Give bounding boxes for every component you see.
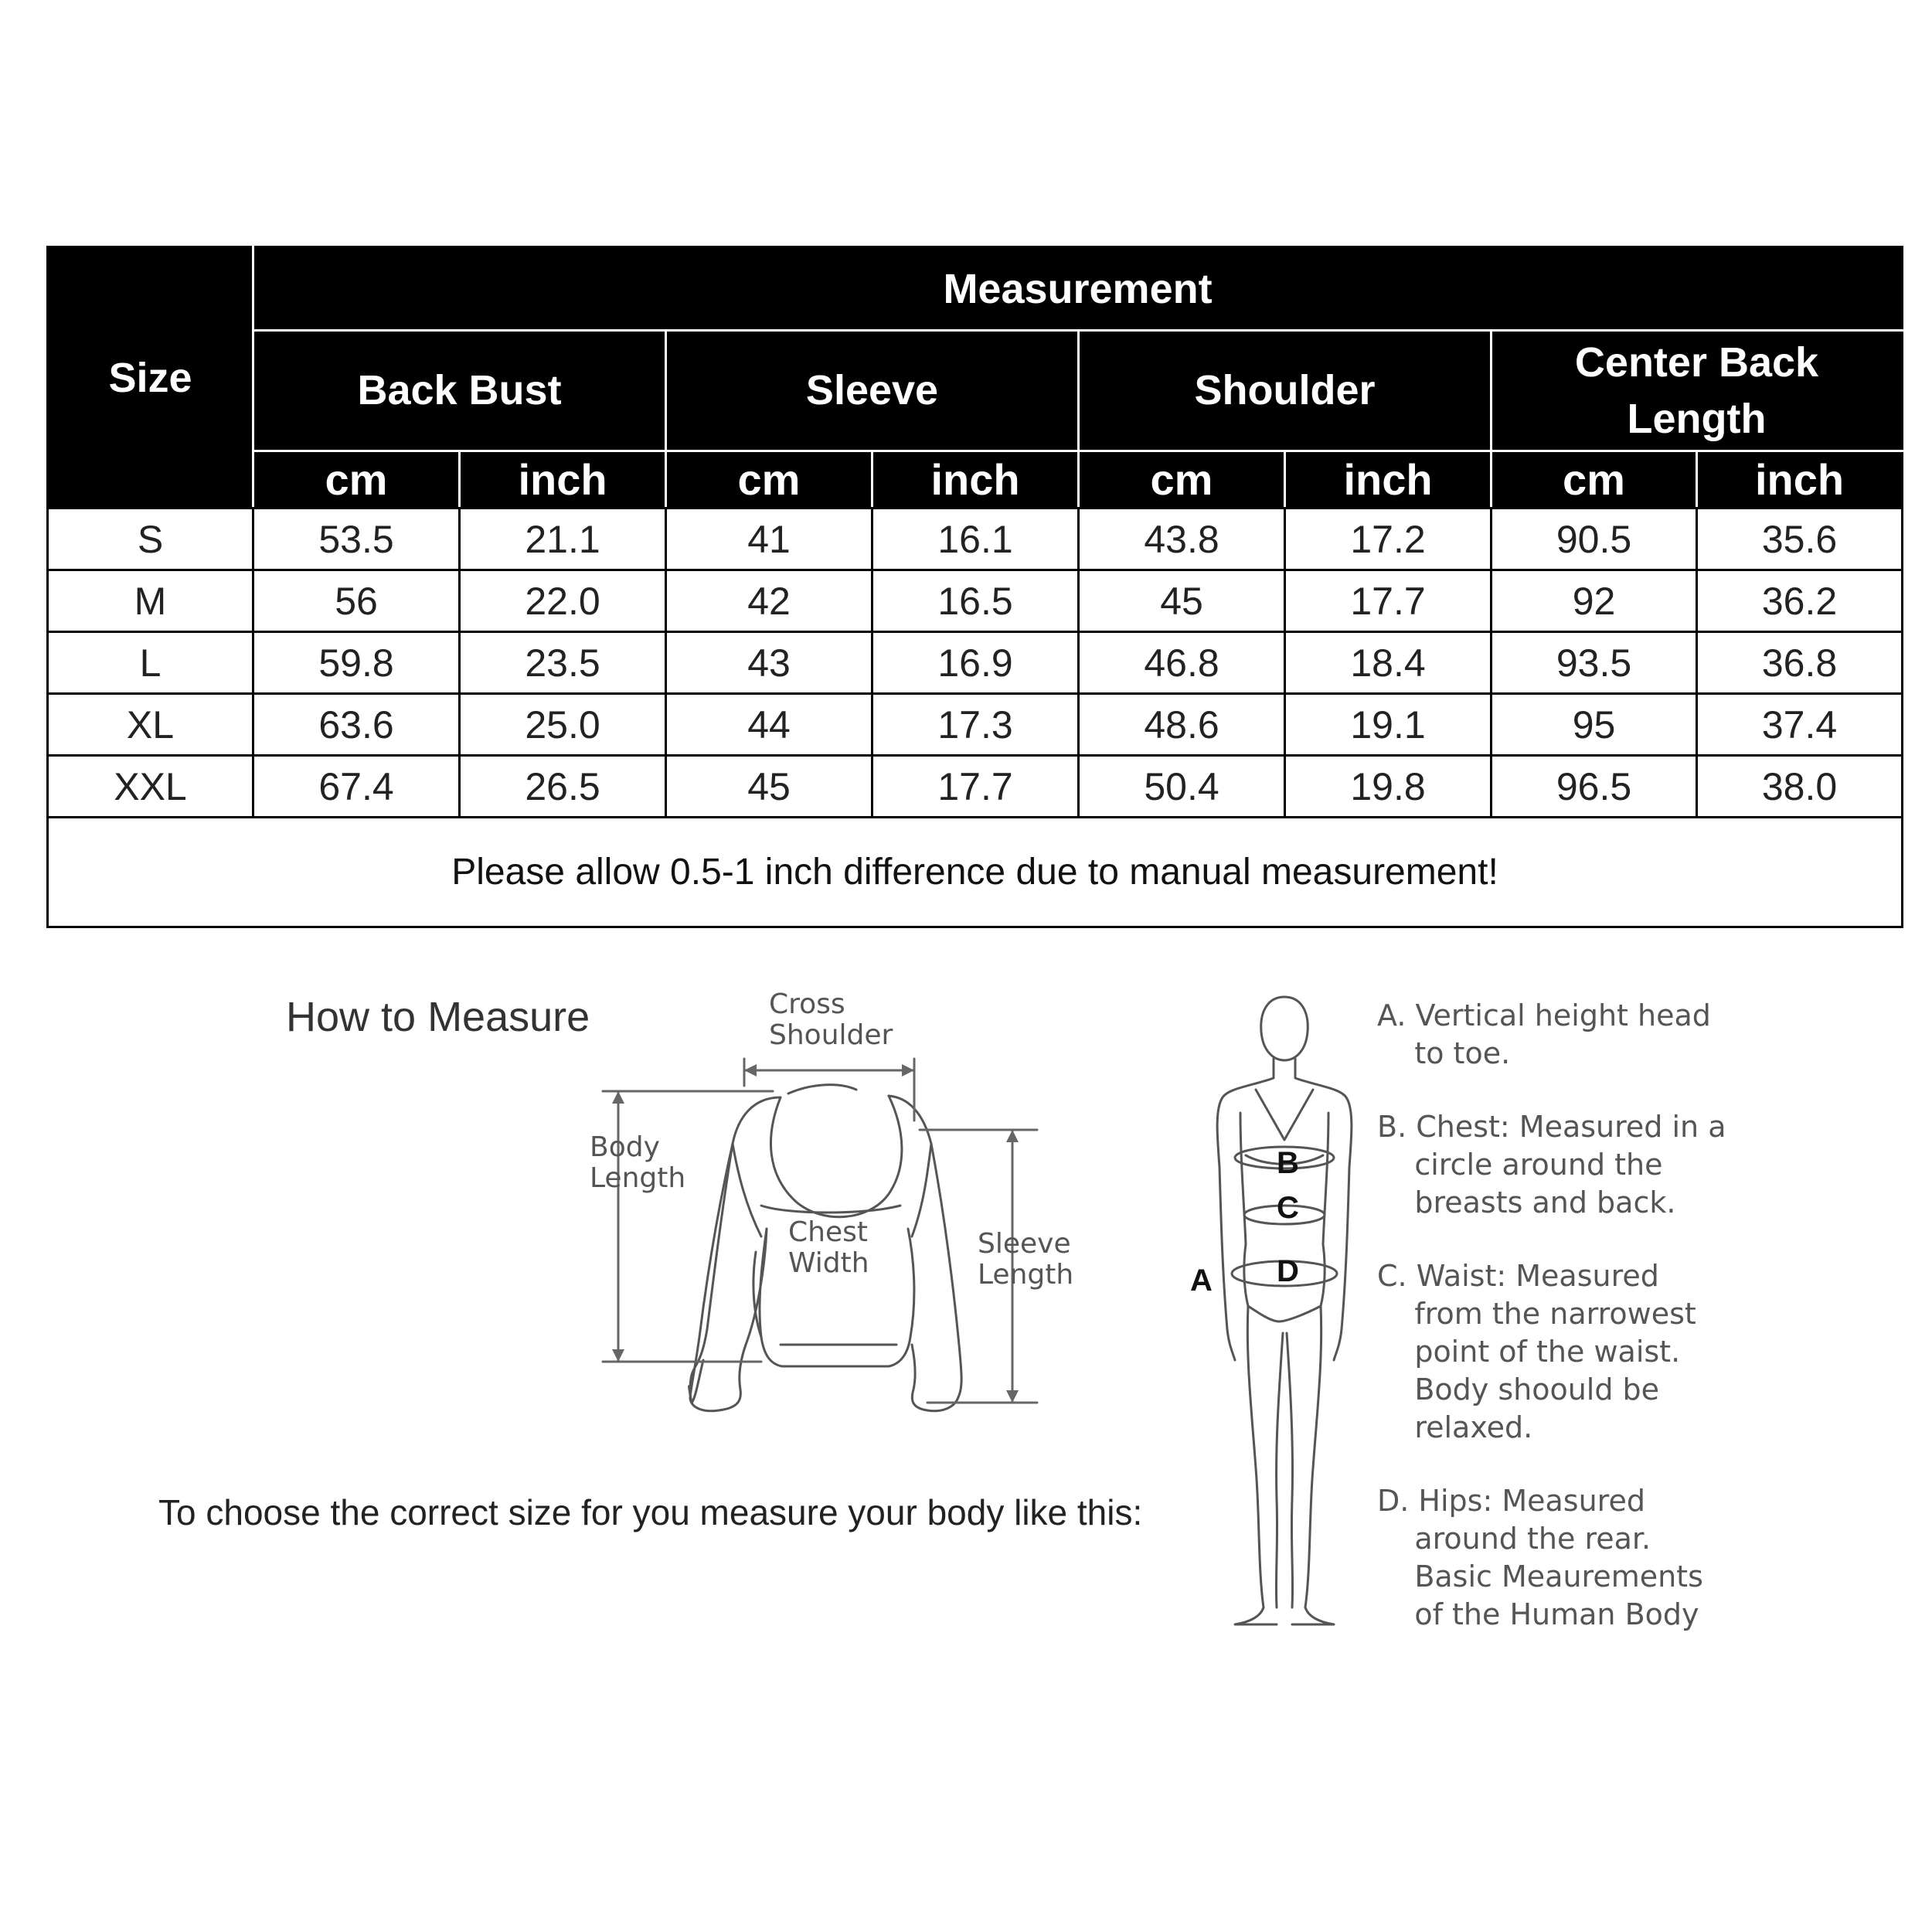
value-cell: 43 bbox=[666, 632, 872, 694]
measurement-steps bbox=[1377, 997, 1810, 1669]
step-text: C. Waist: Measured from the narrowest point of the waist. Body shoould be relaxed. bbox=[1377, 1259, 1696, 1444]
value-cell: 17.7 bbox=[872, 756, 1079, 818]
value-cell: 63.6 bbox=[253, 694, 460, 756]
step-text: A. Vertical height head to toe. bbox=[1377, 998, 1711, 1070]
value-cell: 19.1 bbox=[1285, 694, 1492, 756]
unit-header: cm bbox=[1079, 451, 1285, 509]
value-cell: 17.3 bbox=[872, 694, 1079, 756]
value-cell: 23.5 bbox=[460, 632, 666, 694]
value-cell: 16.1 bbox=[872, 509, 1079, 570]
value-cell: 43.8 bbox=[1079, 509, 1285, 570]
value-cell: 16.9 bbox=[872, 632, 1079, 694]
shoulder-header: Shoulder bbox=[1079, 331, 1492, 451]
unit-header: cm bbox=[253, 451, 460, 509]
chest-width-label: Chest Width bbox=[788, 1216, 869, 1279]
value-cell: 53.5 bbox=[253, 509, 460, 570]
sleeve-header: Sleeve bbox=[666, 331, 1079, 451]
unit-header: inch bbox=[1285, 451, 1492, 509]
choose-size-instruction: To choose the correct size for you measure your body like this: bbox=[158, 1492, 1143, 1532]
body-figure bbox=[1217, 997, 1352, 1624]
value-cell: 36.2 bbox=[1697, 570, 1903, 632]
value-cell: 38.0 bbox=[1697, 756, 1903, 818]
value-cell: 48.6 bbox=[1079, 694, 1285, 756]
unit-header: inch bbox=[460, 451, 666, 509]
unit-header: inch bbox=[872, 451, 1079, 509]
value-cell: 44 bbox=[666, 694, 872, 756]
sleeve-length-label: Sleeve Length bbox=[978, 1228, 1074, 1291]
step-height bbox=[1377, 997, 1810, 1073]
value-cell: 19.8 bbox=[1285, 756, 1492, 818]
unit-header: cm bbox=[1492, 451, 1697, 509]
value-cell: 45 bbox=[1079, 570, 1285, 632]
value-cell: 26.5 bbox=[460, 756, 666, 818]
height-letter: A bbox=[1190, 1264, 1213, 1298]
step-text: B. Chest: Measured in a circle around the breasts and back. bbox=[1377, 1110, 1726, 1219]
value-cell: 45 bbox=[666, 756, 872, 818]
value-cell: 42 bbox=[666, 570, 872, 632]
value-cell: 17.7 bbox=[1285, 570, 1492, 632]
value-cell: 95 bbox=[1492, 694, 1697, 756]
value-cell: 17.2 bbox=[1285, 509, 1492, 570]
value-cell: 41 bbox=[666, 509, 872, 570]
value-cell: 59.8 bbox=[253, 632, 460, 694]
body-length-label: Body Length bbox=[590, 1131, 686, 1194]
unit-header: cm bbox=[666, 451, 872, 509]
size-cell: L bbox=[48, 632, 253, 694]
center-back-length-label: Center Back Length bbox=[1574, 338, 1819, 442]
measurement-header: Measurement bbox=[253, 247, 1903, 331]
hips-letter: D bbox=[1277, 1254, 1299, 1288]
step-chest bbox=[1377, 1108, 1810, 1222]
value-cell: 67.4 bbox=[253, 756, 460, 818]
value-cell: 92 bbox=[1492, 570, 1697, 632]
value-cell: 37.4 bbox=[1697, 694, 1903, 756]
value-cell: 46.8 bbox=[1079, 632, 1285, 694]
step-waist bbox=[1377, 1257, 1810, 1447]
value-cell: 18.4 bbox=[1285, 632, 1492, 694]
value-cell: 22.0 bbox=[460, 570, 666, 632]
value-cell: 93.5 bbox=[1492, 632, 1697, 694]
value-cell: 25.0 bbox=[460, 694, 666, 756]
step-text: D. Hips: Measured around the rear. Basic Meaurements of the Human Body bbox=[1377, 1484, 1703, 1631]
how-to-measure-title: How to Measure bbox=[286, 994, 590, 1040]
waist-letter: C bbox=[1277, 1191, 1299, 1225]
value-cell: 16.5 bbox=[872, 570, 1079, 632]
value-cell: 50.4 bbox=[1079, 756, 1285, 818]
size-cell: M bbox=[48, 570, 253, 632]
size-header: Size bbox=[48, 247, 253, 509]
value-cell: 21.1 bbox=[460, 509, 666, 570]
step-hips bbox=[1377, 1482, 1810, 1634]
unit-header: inch bbox=[1697, 451, 1903, 509]
size-cell: S bbox=[48, 509, 253, 570]
back-bust-header: Back Bust bbox=[253, 331, 666, 451]
size-cell: XXL bbox=[48, 756, 253, 818]
value-cell: 96.5 bbox=[1492, 756, 1697, 818]
value-cell: 36.8 bbox=[1697, 632, 1903, 694]
chest-letter: B bbox=[1277, 1146, 1299, 1180]
value-cell: 56 bbox=[253, 570, 460, 632]
cross-shoulder-label: Cross Shoulder bbox=[769, 988, 893, 1051]
measurement-note: Please allow 0.5-1 inch difference due to manual measurement! bbox=[48, 818, 1903, 927]
value-cell: 90.5 bbox=[1492, 509, 1697, 570]
value-cell: 35.6 bbox=[1697, 509, 1903, 570]
size-cell: XL bbox=[48, 694, 253, 756]
